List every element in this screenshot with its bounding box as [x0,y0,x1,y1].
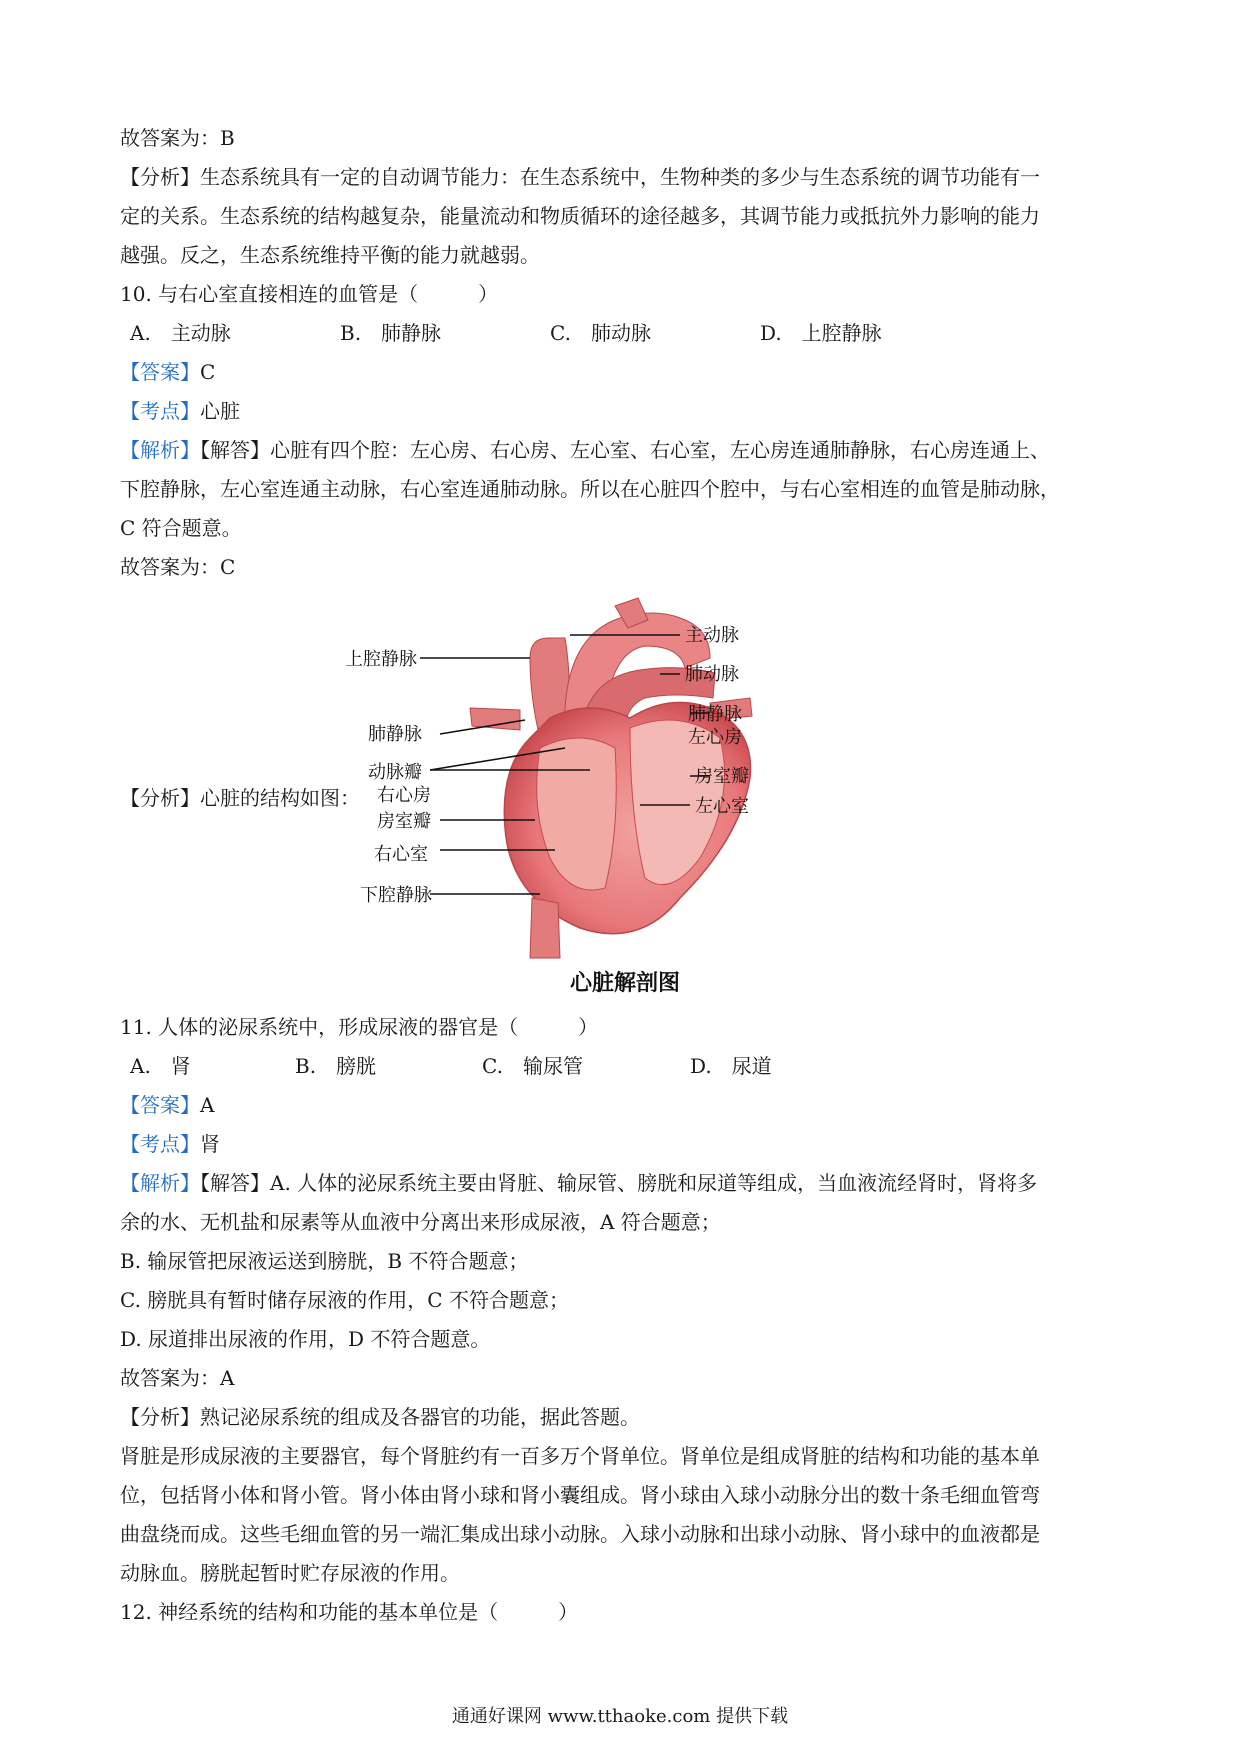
answer-value: A [200,1093,215,1117]
label-pulmonary-vein-right: 肺静脉 [688,704,742,725]
pulmonary-vein-left-shape [470,708,520,730]
label-pulmonary-vein-left: 肺静脉 [368,724,422,745]
knowledge-value: 肾 [200,1132,220,1156]
knowledge-tag: 【考点】 [120,1132,200,1156]
q11-knowledge-point [120,1130,1130,1158]
question-10: 10. 与右心室直接相连的血管是（ ） [120,282,499,306]
q10-option-b: B. 肺静脉 [340,321,442,345]
q11-answer [120,1091,1130,1119]
q10-explanation [120,436,1130,464]
q10-final-answer: 故答案为：C [120,555,236,579]
explanation-tag: 【解析】 [120,1171,200,1195]
q10-knowledge-point [120,397,1130,425]
question-11: 11. 人体的泌尿系统中，形成尿液的器官是（ ） [120,1015,599,1039]
analysis-line [120,163,1130,191]
question-12: 12. 神经系统的结构和功能的基本单位是（ ） [120,1600,579,1624]
q11-paragraph-4: 动脉血。膀胱起暂时贮存尿液的作用。 [120,1561,460,1585]
label-mitral-valve: 房室瓣 [695,766,749,787]
answer-tag: 【答案】 [120,360,200,384]
label-superior-vena-cava: 上腔静脉 [345,649,417,670]
knowledge-value: 心脏 [200,399,240,423]
label-aorta: 主动脉 [685,625,739,646]
explanation-text: 【解答】心脏有四个腔：左心房、右心房、左心室、右心室，左心房连通肺静脉，右心房连通上、 [200,438,1050,462]
q11-final-answer: 故答案为：A [120,1366,235,1390]
q10-options [130,319,1030,347]
q11-explanation-3: B. 输尿管把尿液运送到膀胱，B 不符合题意； [120,1249,529,1273]
analysis-text: 生态系统具有一定的自动调节能力：在生态系统中，生物种类的多少与生态系统的调节功能有一 [200,165,1040,189]
knowledge-tag: 【考点】 [120,399,200,423]
label-aortic-valve: 动脉瓣 [368,762,422,783]
q10-analysis: 【分析】心脏的结构如图： [120,786,360,810]
analysis-line-3: 越强。反之，生态系统维持平衡的能力就越弱。 [120,243,540,267]
answer-value: C [200,360,216,384]
label-inferior-vena-cava: 下腔静脉 [360,885,432,906]
q11-explanation [120,1169,1130,1197]
diagram-title: 心脏解剖图 [570,971,681,996]
q10-option-c: C. 肺动脉 [550,321,651,345]
q10-answer [120,358,1130,386]
explanation-text: 【解答】A. 人体的泌尿系统主要由肾脏、输尿管、膀胱和尿道等组成，当血液流经肾时，肾将多 [200,1171,1038,1195]
answer-tag: 【答案】 [120,1093,200,1117]
q11-analysis: 【分析】熟记泌尿系统的组成及各器官的功能，据此答题。 [120,1405,640,1429]
q11-paragraph-1: 肾脏是形成尿液的主要器官，每个肾脏约有一百多万个肾单位。肾单位是组成肾脏的结构和功能的基本单 [120,1444,1040,1468]
heart-diagram [345,598,880,1008]
explanation-tag: 【解析】 [120,438,200,462]
q11-options [130,1052,1030,1080]
q10-option-a: A. 主动脉 [130,321,231,345]
analysis-line-2: 定的关系。生态系统的结构越复杂，能量流动和物质循环的途径越多，其调节能力或抵抗外力影响的能力 [120,204,1040,228]
q11-paragraph-3: 曲盘绕而成。这些毛细血管的另一端汇集成出球小动脉。入球小动脉和出球小动脉、肾小球中的血液都是 [120,1522,1040,1546]
label-left-atrium: 左心房 [688,727,742,748]
label-tricuspid-valve: 房室瓣 [377,811,431,832]
label-right-atrium: 右心房 [377,785,431,806]
q11-option-b: B. 膀胱 [295,1054,377,1078]
q11-explanation-5: D. 尿道排出尿液的作用，D 不符合题意。 [120,1327,491,1351]
label-right-ventricle: 右心室 [374,844,428,865]
q11-option-a: A. 肾 [130,1054,191,1078]
analysis-tag: 【分析】 [120,165,200,189]
answer-line: 故答案为：B [120,126,235,150]
q11-explanation-4: C. 膀胱具有暂时储存尿液的作用，C 不符合题意； [120,1288,569,1312]
q11-explanation-2: 余的水、无机盐和尿素等从血液中分离出来形成尿液，A 符合题意； [120,1210,721,1234]
q11-option-c: C. 输尿管 [482,1054,583,1078]
page-footer: 通通好课网 www.tthaoke.com 提供下载 [451,1706,789,1727]
label-pulmonary-artery: 肺动脉 [685,664,739,685]
q11-option-d: D. 尿道 [690,1054,772,1078]
q11-paragraph-2: 位，包括肾小体和肾小管。肾小体由肾小球和肾小囊组成。肾小球由入球小动脉分出的数十条毛细血管弯 [120,1483,1040,1507]
q10-option-d: D. 上腔静脉 [760,321,882,345]
label-left-ventricle: 左心室 [695,796,749,817]
q10-explanation-3: C 符合题意。 [120,516,242,540]
q10-explanation-2: 下腔静脉，左心室连通主动脉，右心室连通肺动脉。所以在心脏四个腔中，与右心室相连的血管是肺动脉， [120,477,1060,501]
inferior-vena-cava-shape [530,898,560,958]
